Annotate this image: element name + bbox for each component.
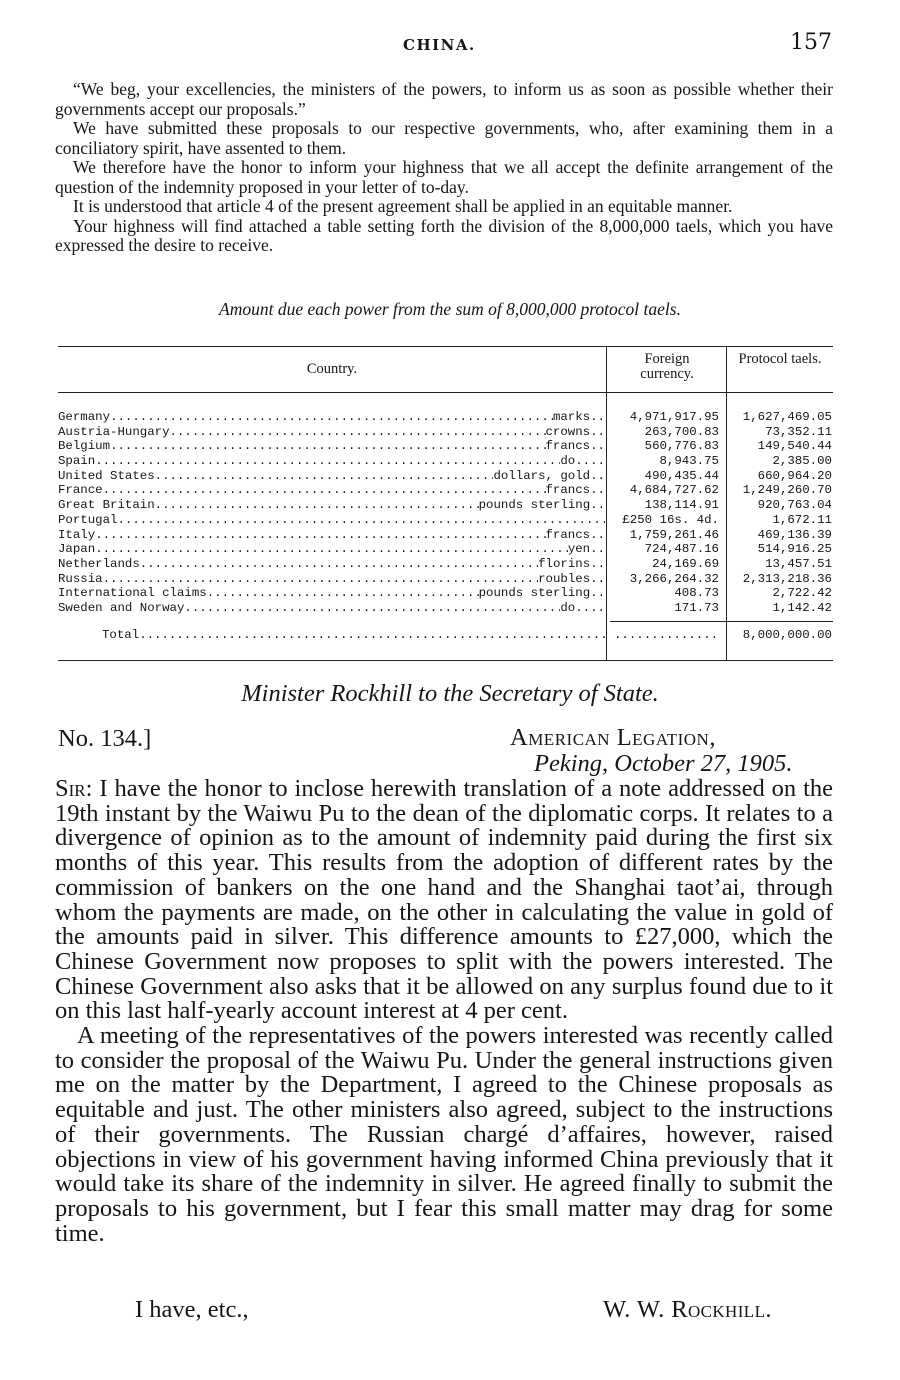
country-cell: [58, 542, 605, 557]
table-top-rule: [58, 346, 833, 347]
currency-unit: francs..: [545, 483, 605, 498]
currency-unit: do....: [560, 454, 605, 469]
taels-amount: 2,722.42: [772, 586, 832, 601]
taels-amount: 1,142.42: [772, 600, 832, 615]
table-row: [58, 586, 833, 601]
total-row: [58, 627, 833, 643]
currency-unit: pounds sterling..: [478, 586, 605, 601]
country-cell: [58, 557, 605, 572]
letter-paragraph: “We beg, your excellencies, the ministers of the powers, to inform us as soon as possible whether their governments accept our proposals.”: [55, 79, 833, 119]
taels-amount: 1,672.11: [772, 512, 832, 527]
table-row: [58, 469, 833, 484]
country-cell: [58, 439, 605, 454]
country-cell: [58, 469, 605, 484]
foreign-amount: 1,759,261.46: [629, 527, 719, 542]
foreign-amount: 4,684,727.62: [629, 483, 719, 498]
table-row: [58, 439, 833, 454]
taels-amount: 13,457.51: [765, 556, 832, 571]
foreign-amount: 263,700.83: [644, 424, 719, 439]
taels-amount: 149,540.44: [757, 439, 832, 454]
country-name: Portugal: [58, 512, 118, 527]
running-title: CHINA.: [403, 36, 476, 54]
country-name: Austria-Hungary: [58, 424, 170, 439]
section-title: Minister Rockhill to the Secretary of State.: [241, 680, 659, 707]
foreign-amount: 3,266,264.32: [629, 571, 719, 586]
country-cell: [58, 513, 605, 528]
country-name: Japan: [58, 542, 96, 557]
currency-unit: francs..: [545, 439, 605, 454]
total-taels: 8,000,000.00: [742, 628, 832, 642]
country-name: Sweden and Norway: [58, 600, 185, 615]
table-bottom-rule: [58, 660, 833, 661]
letter-paragraph: We therefore have the honor to inform your highness that we all accept the definite arrangement of the question of the indemnity proposed in your letter of to-day.: [55, 157, 833, 197]
country-cell: [58, 528, 605, 543]
table-row: [58, 410, 833, 425]
table-row: [58, 498, 833, 513]
foreign-amount: 490,435.44: [644, 468, 719, 483]
currency-unit: francs..: [545, 527, 605, 542]
foreign-amount: 138,114.91: [644, 498, 719, 513]
salutation: Sir:: [55, 775, 93, 802]
country-name: Germany: [58, 410, 111, 424]
currency-unit: pounds sterling..: [478, 498, 605, 513]
foreign-amount: 4,971,917.95: [629, 410, 719, 424]
table-row: [58, 528, 833, 543]
taels-amount: 2,313,218.36: [742, 571, 832, 586]
table-caption: Amount due each power from the sum of 8,000,000 protocol taels.: [219, 299, 681, 319]
table-row: [58, 601, 833, 616]
foreign-amount: £250 16s. 4d.: [622, 512, 719, 527]
body-paragraph: [55, 777, 833, 1024]
letter-paragraph: We have submitted these proposals to our respective governments, who, after examining them in a conciliatory spirit, have assented to them.: [55, 118, 833, 158]
table-body: [58, 410, 833, 616]
total-foreign-leader: [614, 627, 719, 643]
country-name: Spain: [58, 454, 96, 469]
dateline-place: American Legation,: [510, 724, 716, 751]
foreign-amount: 724,487.16: [644, 542, 719, 557]
taels-amount: 2,385.00: [772, 454, 832, 469]
table-row: [58, 513, 833, 528]
country-name: Belgium: [58, 439, 111, 454]
table-row: [58, 425, 833, 440]
country-cell: [58, 410, 605, 425]
country-name: International claims: [58, 586, 207, 601]
currency-unit: do....: [560, 600, 605, 615]
table-row: [58, 557, 833, 572]
country-name: France: [58, 483, 103, 498]
currency-unit: crowns..: [545, 424, 605, 439]
currency-unit: marks..: [552, 410, 605, 424]
country-cell: [58, 601, 605, 616]
quoted-letter: [55, 80, 833, 256]
letter-paragraph: Your highness will find attached a table setting forth the division of the 8,000,000 taels, which you have expressed the desire to receive.: [55, 215, 833, 255]
country-cell: [58, 572, 605, 587]
table-total-rule: [610, 621, 833, 622]
table-row: [58, 454, 833, 469]
currency-unit: florins..: [538, 556, 605, 571]
country-name: United States: [58, 468, 155, 483]
body-paragraph: A meeting of the representatives of the powers interested was recently called to consider the proposal of the Waiwu Pu. Under the general instructions given me on the matter by the Department, I agreed to the Chinese proposals as equitable and just. The other ministers also agreed, subject to the instructions of their governments. The Russian chargé d’affaires, however, raised objections in view of his government having informed China previously that it would take its share of the indemnity in silver. He agreed finally to submit the proposals to his government, but I fear this small matter may drag for some time.: [55, 1022, 833, 1247]
body-paragraph-text: I have the honor to inclose herewith translation of a note addressed on the 19th instant by the Waiwu Pu to the dean of the diplomatic corps. It relates to a divergence of opinion as to the amount of indemnity paid during the first six months of this year. This results from the adoption of different rates by the commission of bankers on the one hand and the Shanghai taot’ai, through whom the payments are made, on the other in calculating the value in gold of the amounts paid in silver. This difference amounts to £27,000, which the Chinese Government now proposes to split with the powers interested. The Chinese Government also asks that it be allowed on any surplus found due to it on this last half-yearly account interest at 4 per cent.: [55, 775, 833, 1025]
document-number: No. 134.]: [58, 725, 152, 752]
foreign-amount: 8,943.75: [659, 454, 719, 469]
taels-amount: 660,964.20: [757, 468, 832, 483]
table-row: [58, 483, 833, 498]
table-row: [58, 542, 833, 557]
closing: I have, etc.,: [135, 1296, 249, 1323]
taels-amount: 1,249,260.70: [742, 483, 832, 498]
country-cell: [58, 425, 605, 440]
taels-amount: 920,763.04: [757, 498, 832, 513]
header-foreign-currency: Foreign currency.: [640, 351, 694, 382]
total-label: Total: [102, 628, 140, 642]
header-country: Country.: [306, 361, 358, 377]
country-cell: [58, 498, 605, 513]
country-name: Russia: [58, 571, 103, 586]
foreign-amount: 408.73: [674, 586, 719, 601]
running-header: [0, 30, 900, 60]
taels-amount: 469,136.39: [757, 527, 832, 542]
foreign-amount: 560,776.83: [644, 439, 719, 454]
header-protocol-taels: Protocol taels.: [738, 351, 822, 367]
country-cell: [58, 483, 605, 498]
currency-unit: yen..: [567, 542, 605, 557]
country-name: Italy: [58, 527, 96, 542]
dateline: [510, 725, 840, 777]
country-cell: [58, 586, 605, 601]
foreign-amount: 171.73: [674, 600, 719, 615]
table-header-rule: [58, 392, 833, 393]
dispatch-body: [55, 777, 833, 1246]
signature: W. W. Rockhill.: [603, 1296, 772, 1323]
total-label-cell: [102, 627, 605, 643]
currency-unit: roubles..: [538, 571, 605, 586]
taels-amount: 514,916.25: [757, 542, 832, 557]
taels-amount: 1,627,469.05: [742, 410, 832, 424]
currency-unit: dollars, gold..: [493, 468, 605, 483]
country-name: Great Britain: [58, 498, 155, 513]
dateline-date: Peking, October 27, 1905.: [534, 750, 793, 777]
table-row: [58, 572, 833, 587]
letter-paragraph: It is understood that article 4 of the present agreement shall be applied in an equitable manner.: [73, 196, 733, 216]
country-cell: [58, 454, 605, 469]
foreign-amount: 24,169.69: [652, 556, 719, 571]
taels-amount: 73,352.11: [765, 424, 832, 439]
page-number: 157: [790, 30, 832, 55]
country-name: Netherlands: [58, 556, 140, 571]
